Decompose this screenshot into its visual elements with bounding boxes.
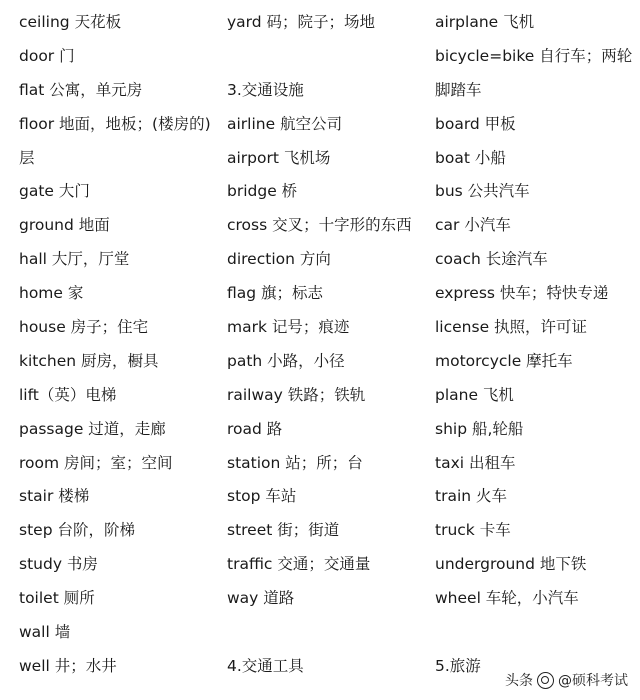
vocab-line: car 小汽车 xyxy=(435,216,511,235)
vocab-line xyxy=(227,616,427,650)
vocab-column-1 xyxy=(19,6,219,684)
watermark-prefix: 头条 xyxy=(505,673,533,689)
vocab-line: toilet 厕所 xyxy=(19,589,95,608)
vocab-line: step 台阶，阶梯 xyxy=(19,521,135,540)
vocab-line: airline 航空公司 xyxy=(227,114,343,133)
vocab-line: stop 车站 xyxy=(227,487,297,506)
vocab-line: airport 飞机场 xyxy=(227,148,331,167)
vocab-line: express 快车；特快专递 xyxy=(435,284,609,303)
vocab-line: train 火车 xyxy=(435,487,508,506)
vocab-line: path 小路，小径 xyxy=(227,351,345,370)
vocab-column-3 xyxy=(435,6,635,684)
vocab-line: yard 码；院子；场地 xyxy=(227,13,376,31)
vocab-line xyxy=(227,40,427,74)
vocab-line: underground 地下铁 xyxy=(435,555,587,574)
vocab-line: airplane 飞机 xyxy=(435,13,535,31)
vocab-line: room 房间；室；空间 xyxy=(19,453,173,472)
vocab-line: station 站；所；台 xyxy=(227,453,363,472)
vocab-line: truck 卡车 xyxy=(435,521,511,540)
vocab-line xyxy=(435,616,635,650)
vocab-line: street 街；街道 xyxy=(227,521,340,540)
vocab-line: hall 大厅，厅堂 xyxy=(19,250,130,269)
vocab-line: flat 公寓，单元房 xyxy=(19,80,143,99)
vocab-line: ground 地面 xyxy=(19,216,110,235)
vocab-line: bridge 桥 xyxy=(227,182,298,201)
section-heading: 4.交通工具 xyxy=(227,656,304,675)
vocab-line: plane 飞机 xyxy=(435,385,514,404)
vocab-line: bus 公共汽车 xyxy=(435,182,530,201)
vocab-line: wall 墙 xyxy=(19,623,71,642)
vocab-line: kitchen 厨房，橱具 xyxy=(19,351,159,370)
camera-icon xyxy=(537,672,554,689)
vocab-column-2 xyxy=(227,6,427,684)
vocab-line: ceiling 天花板 xyxy=(19,13,122,31)
vocab-line: bicycle=bike 自行车；两轮 xyxy=(435,46,633,65)
vocab-line: 层 xyxy=(19,148,35,167)
vocab-line: wheel 车轮，小汽车 xyxy=(435,589,579,608)
vocab-line: ship 船,轮船 xyxy=(435,419,524,438)
vocab-line: mark 记号；痕迹 xyxy=(227,318,350,337)
vocab-line: road 路 xyxy=(227,419,283,438)
section-heading: 3.交通设施 xyxy=(227,80,304,99)
vocab-line: cross 交叉；十字形的东西 xyxy=(227,216,412,235)
vocab-line: traffic 交通；交通量 xyxy=(227,555,371,574)
vocab-line: passage 过道，走廊 xyxy=(19,419,166,438)
vocab-line: railway 铁路；铁轨 xyxy=(227,385,366,404)
vocab-line: door 门 xyxy=(19,46,75,65)
vocab-line: flag 旗；标志 xyxy=(227,284,324,303)
vocab-line: license 执照，许可证 xyxy=(435,318,588,337)
vocab-line: taxi 出租车 xyxy=(435,453,516,472)
vocab-line: lift（英）电梯 xyxy=(19,385,117,404)
vocab-line: floor 地面，地板；(楼房的) xyxy=(19,114,211,133)
vocab-line: board 甲板 xyxy=(435,114,516,133)
vocab-line: gate 大门 xyxy=(19,182,90,201)
watermark-handle: @硕科考试 xyxy=(558,673,628,689)
vocab-line: home 家 xyxy=(19,284,84,303)
section-heading: 5.旅游 xyxy=(435,656,481,675)
vocab-line: motorcycle 摩托车 xyxy=(435,351,573,370)
vocab-line: boat 小船 xyxy=(435,148,506,167)
vocab-line: direction 方向 xyxy=(227,250,331,269)
vocab-line: way 道路 xyxy=(227,589,295,608)
vocab-line: coach 长途汽车 xyxy=(435,250,548,269)
vocab-line: well 井；水井 xyxy=(19,656,117,675)
watermark xyxy=(505,670,628,690)
vocab-line: study 书房 xyxy=(19,555,98,574)
vocab-line: house 房子；住宅 xyxy=(19,318,149,337)
vocab-line: stair 楼梯 xyxy=(19,487,90,506)
vocab-line: 脚踏车 xyxy=(435,80,482,99)
